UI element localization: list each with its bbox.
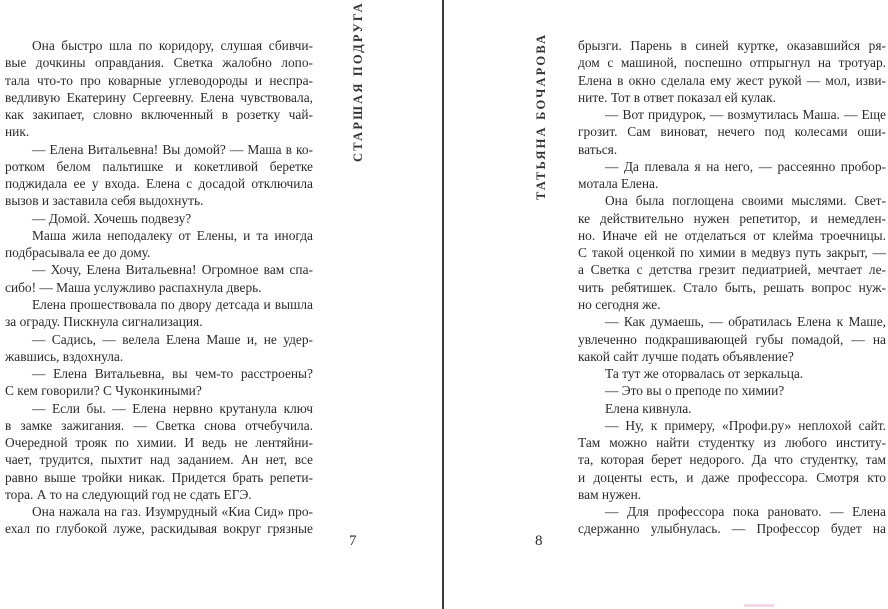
text-line: поджидала ее у входа. Елена с досадой отключила [5,176,313,192]
text-line: Там можно найти студентку из любого институ- [578,435,886,451]
right-page [446,0,888,609]
paragraph [578,417,886,503]
text-line: — Это вы о преподе по химии? [605,383,785,399]
text-line: Она нажала на газ. Изумрудный «Киа Сид» про- [32,504,313,520]
text-line: но сегодня же. [578,296,661,312]
text-line: увлеченно подкрашивающей губы помадой, — на [578,331,886,347]
text-line: как закипает, словно включенный в розетку чай- [5,107,313,123]
left-page [0,0,443,609]
paragraph [5,261,313,296]
page-number: 7 [349,533,357,549]
running-head-title: СТАРШАЯ ПОДРУГА [351,1,365,162]
text-line: Елена кивнула. [605,400,692,416]
text-line: — Да плевала я на него, — рассеянно пробор- [605,158,886,174]
paragraph [5,365,313,400]
paragraph [5,331,313,366]
paragraph [578,158,886,193]
text-line: а Светка с детства грезит педиатрией, мечтает ле- [578,262,886,278]
text-line: — Елена Витальевна! Вы домой? — Маша в ко- [32,141,313,157]
text-line: — Как думаешь, — обратилась Елена к Маше, [605,314,886,330]
paragraph [578,382,886,399]
left-page-text [5,37,313,538]
text-line: чить ребятишек. Стало быть, решать вопрос нуж- [578,279,886,295]
paragraph [5,210,313,227]
text-line: Маша жила неподалеку от Елены, и та иногда [32,227,313,243]
paragraph [578,400,886,417]
book-gutter [442,0,444,609]
running-head-author: ТАТЬЯНА БОЧАРОВА [534,32,548,200]
paragraph [578,365,886,382]
text-line: сибо! — Маша услужливо распахнула дверь. [5,279,262,295]
text-line: С такой оценкой по химии в медвуз путь закрыт, — [578,245,886,261]
text-line: Она быстро шла по коридору, слушая сбивчи- [32,38,313,53]
text-line: — Елена Витальевна, вы чем-то расстроены? [32,366,313,382]
text-line: тала что-то про коварные углеводороды и неспра- [5,72,313,88]
text-line: — Домой. Хочешь подвезу? [32,210,192,226]
text-line: Елена прошествовала по двору детсада и вышла [32,296,313,312]
text-line: ник. [5,124,30,140]
paragraph [578,106,886,158]
text-line: вам нужен. [578,486,642,502]
text-line: Очередной трояк по химии. И ведь не лентяйни- [5,435,313,451]
text-line: — Хочу, Елена Витальевна! Огромное вам спа- [32,262,313,278]
paragraph [578,313,886,365]
text-line: Елена в окно сделала ему жест рукой — мол, изви- [578,72,886,88]
text-line: но. Иначе ей не отделаться от клейма троечницы. [578,227,886,243]
text-line: равно выше тройки никак. Придется брать репети- [5,469,313,485]
text-line: ехал по глубокой луже, раскидывая вокруг грязные [5,521,313,537]
text-line: вые дочкины оправдания. Светка жалобно лопо- [5,55,313,71]
text-line: ке действительно нужен репетитор, и немедлен- [578,210,886,226]
text-line: ведливую Екатерину Сергеевну. Елена чувствовала, [5,89,313,105]
text-line: жавшись, вздохнула. [5,348,124,364]
text-line: Та тут же оторвалась от зеркальца. [605,366,804,382]
paragraph [5,503,313,538]
paragraph [5,296,313,331]
paragraph [578,503,886,538]
text-line: вызов и заставила себя выдохнуть. [5,193,204,209]
text-line: — Вот придурок, — возмутилась Маша. — Еще [605,107,886,123]
text-line: ротком белом пальтишке и кокетливой беретке [5,158,313,174]
page-number: 8 [535,533,543,549]
text-line: брызги. Парень в синей куртке, оказавшийся ря- [578,38,886,53]
text-line: С кем говорили? С Чуконкиными? [5,383,202,399]
paragraph [5,37,313,141]
text-line: тора. А то на следующий год не сдать ЕГЭ. [5,486,252,502]
right-page-text [578,37,886,538]
text-line: — Ну, к примеру, «Профи.ру» неплохой сайт. [605,417,886,433]
text-line: какой сайт лучше подать объявление? [578,348,794,364]
text-line: та, которая берет недорого. Да что студентку, там [578,452,886,468]
text-line: грозит. Сам виноват, нечего под колесами оши- [578,124,886,140]
paragraph [578,37,886,106]
paragraph [5,141,313,210]
text-line: дом с машиной, поспешно отпрыгнул на тротуар. [578,55,886,71]
text-line: в замке зажигания. — Светка снова отчебучила. [5,417,313,433]
text-line: подбрасывала ее до дому. [5,245,151,261]
text-line: — Садись, — велела Елена Маше и, не удер- [32,331,313,347]
paragraph [578,192,886,313]
decorative-mark [744,604,774,607]
paragraph [5,400,313,504]
text-line: — Если бы. — Елена нервно крутанула ключ [32,400,313,416]
text-line: чает, трудится, пыхтит над заданием. Ан нет, все [5,452,313,468]
text-line: мотала Елена. [578,176,659,192]
paragraph [5,227,313,262]
text-line: сдержанно улыбнулась. — Профессор будет на [578,521,886,537]
text-line: Она была поглощена своими мыслями. Свет- [605,193,886,209]
text-line: ваться. [578,141,618,157]
text-line: ните. Тот в ответ показал ей кулак. [578,89,776,105]
text-line: — Для профессора пока рановато. — Елена [605,504,886,520]
text-line: и доценты есть, и даже профессора. Смотря кто [578,469,886,485]
text-line: за ограду. Пискнула сигнализация. [5,314,203,330]
